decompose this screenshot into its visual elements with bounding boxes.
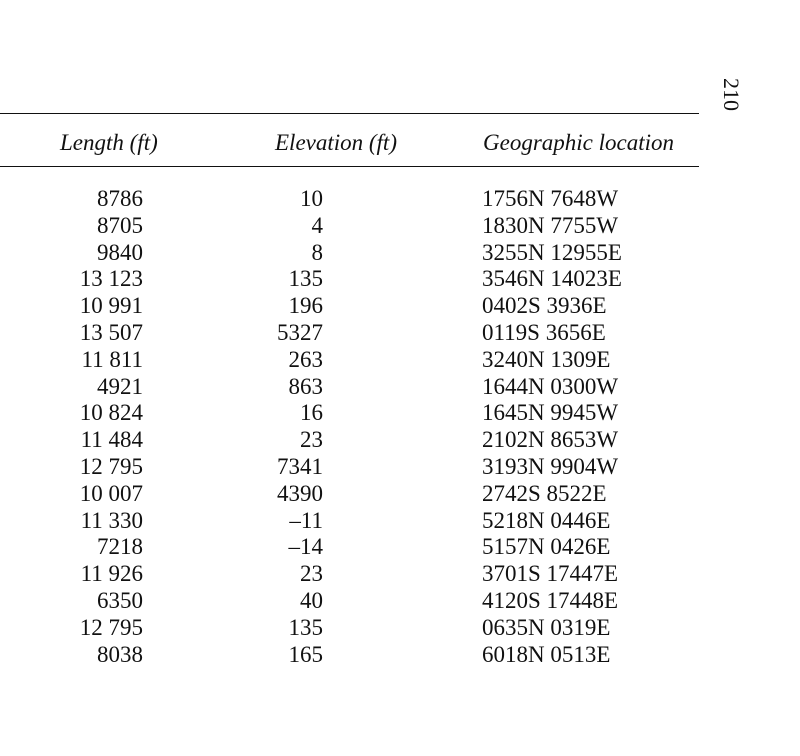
- length-cell: 8705: [97, 212, 143, 238]
- length-cell: 13 507: [79, 319, 143, 345]
- location-cell: 3546N 14023E: [482, 266, 622, 292]
- length-cell: 13 123: [79, 266, 143, 292]
- elevation-cell: 7341: [277, 453, 323, 479]
- length-cell: 10 007: [79, 480, 143, 506]
- table-row: [0, 347, 699, 374]
- location-cell: 2742S 8522E: [482, 480, 607, 506]
- location-cell: 2102N 8653W: [482, 427, 619, 453]
- table-row: [0, 508, 699, 535]
- location-cell: 1756N 7648W: [482, 186, 619, 211]
- length-cell: 10 824: [79, 400, 143, 426]
- table-row: [0, 561, 699, 588]
- elevation-cell: 23: [300, 561, 323, 587]
- table-row: [0, 186, 699, 213]
- elevation-cell: 40: [300, 587, 323, 613]
- length-cell: 10 991: [79, 293, 143, 319]
- page-number: 210: [719, 78, 744, 111]
- elevation-cell: 135: [288, 614, 323, 640]
- location-cell: 3255N 12955E: [482, 239, 622, 265]
- table-body: [0, 186, 699, 668]
- elevation-cell: 23: [300, 427, 323, 453]
- location-cell: 4120S 17448E: [482, 587, 619, 613]
- column-header-location: Geographic location: [483, 130, 674, 155]
- elevation-cell: 165: [288, 641, 323, 667]
- table-row: [0, 454, 699, 481]
- table-header-rule: [0, 166, 699, 167]
- elevation-cell: 16: [300, 400, 323, 426]
- length-cell: 11 811: [81, 346, 143, 372]
- elevation-cell: 196: [288, 293, 323, 319]
- table-row: [0, 320, 699, 347]
- length-cell: 8038: [97, 641, 143, 667]
- elevation-cell: 10: [300, 186, 323, 211]
- table-top-rule: [0, 113, 699, 114]
- elevation-cell: 863: [288, 373, 323, 399]
- elevation-cell: 263: [288, 346, 323, 372]
- elevation-cell: 135: [288, 266, 323, 292]
- table-row: [0, 615, 699, 642]
- location-cell: 3193N 9904W: [482, 453, 619, 479]
- location-cell: 6018N 0513E: [482, 641, 611, 667]
- elevation-cell: –11: [289, 507, 323, 533]
- table-row: [0, 481, 699, 508]
- table-row: [0, 534, 699, 561]
- elevation-cell: –14: [288, 534, 323, 560]
- length-cell: 9840: [97, 239, 143, 265]
- location-cell: 1645N 9945W: [482, 400, 619, 426]
- column-header-elevation: Elevation (ft): [275, 130, 397, 155]
- location-cell: 5157N 0426E: [482, 534, 611, 560]
- table-row: [0, 266, 699, 293]
- elevation-cell: 5327: [277, 319, 323, 345]
- table-row: [0, 374, 699, 401]
- location-cell: 0635N 0319E: [482, 614, 611, 640]
- location-cell: 0119S 3656E: [482, 319, 606, 345]
- length-cell: 11 330: [80, 507, 143, 533]
- location-cell: 5218N 0446E: [482, 507, 611, 533]
- location-cell: 0402S 3936E: [482, 293, 607, 319]
- location-cell: 1830N 7755W: [482, 212, 619, 238]
- length-cell: 6350: [97, 587, 143, 613]
- elevation-cell: 8: [311, 239, 323, 265]
- table-row: [0, 427, 699, 454]
- elevation-cell: 4: [311, 212, 323, 238]
- length-cell: 12 795: [79, 614, 143, 640]
- table-row: [0, 588, 699, 615]
- table-row: [0, 642, 699, 669]
- length-cell: 7218: [97, 534, 143, 560]
- length-cell: 11 484: [80, 427, 143, 453]
- location-cell: 3701S 17447E: [482, 561, 619, 587]
- column-header-length: Length (ft): [60, 130, 158, 155]
- location-cell: 3240N 1309E: [482, 346, 611, 372]
- length-cell: 4921: [97, 373, 143, 399]
- table-row: [0, 400, 699, 427]
- table-row: [0, 293, 699, 320]
- elevation-cell: 4390: [277, 480, 323, 506]
- length-cell: 12 795: [79, 453, 143, 479]
- table-row: [0, 213, 699, 240]
- length-cell: 8786: [97, 186, 143, 211]
- length-cell: 11 926: [80, 561, 143, 587]
- location-cell: 1644N 0300W: [482, 373, 619, 399]
- table-row: [0, 240, 699, 267]
